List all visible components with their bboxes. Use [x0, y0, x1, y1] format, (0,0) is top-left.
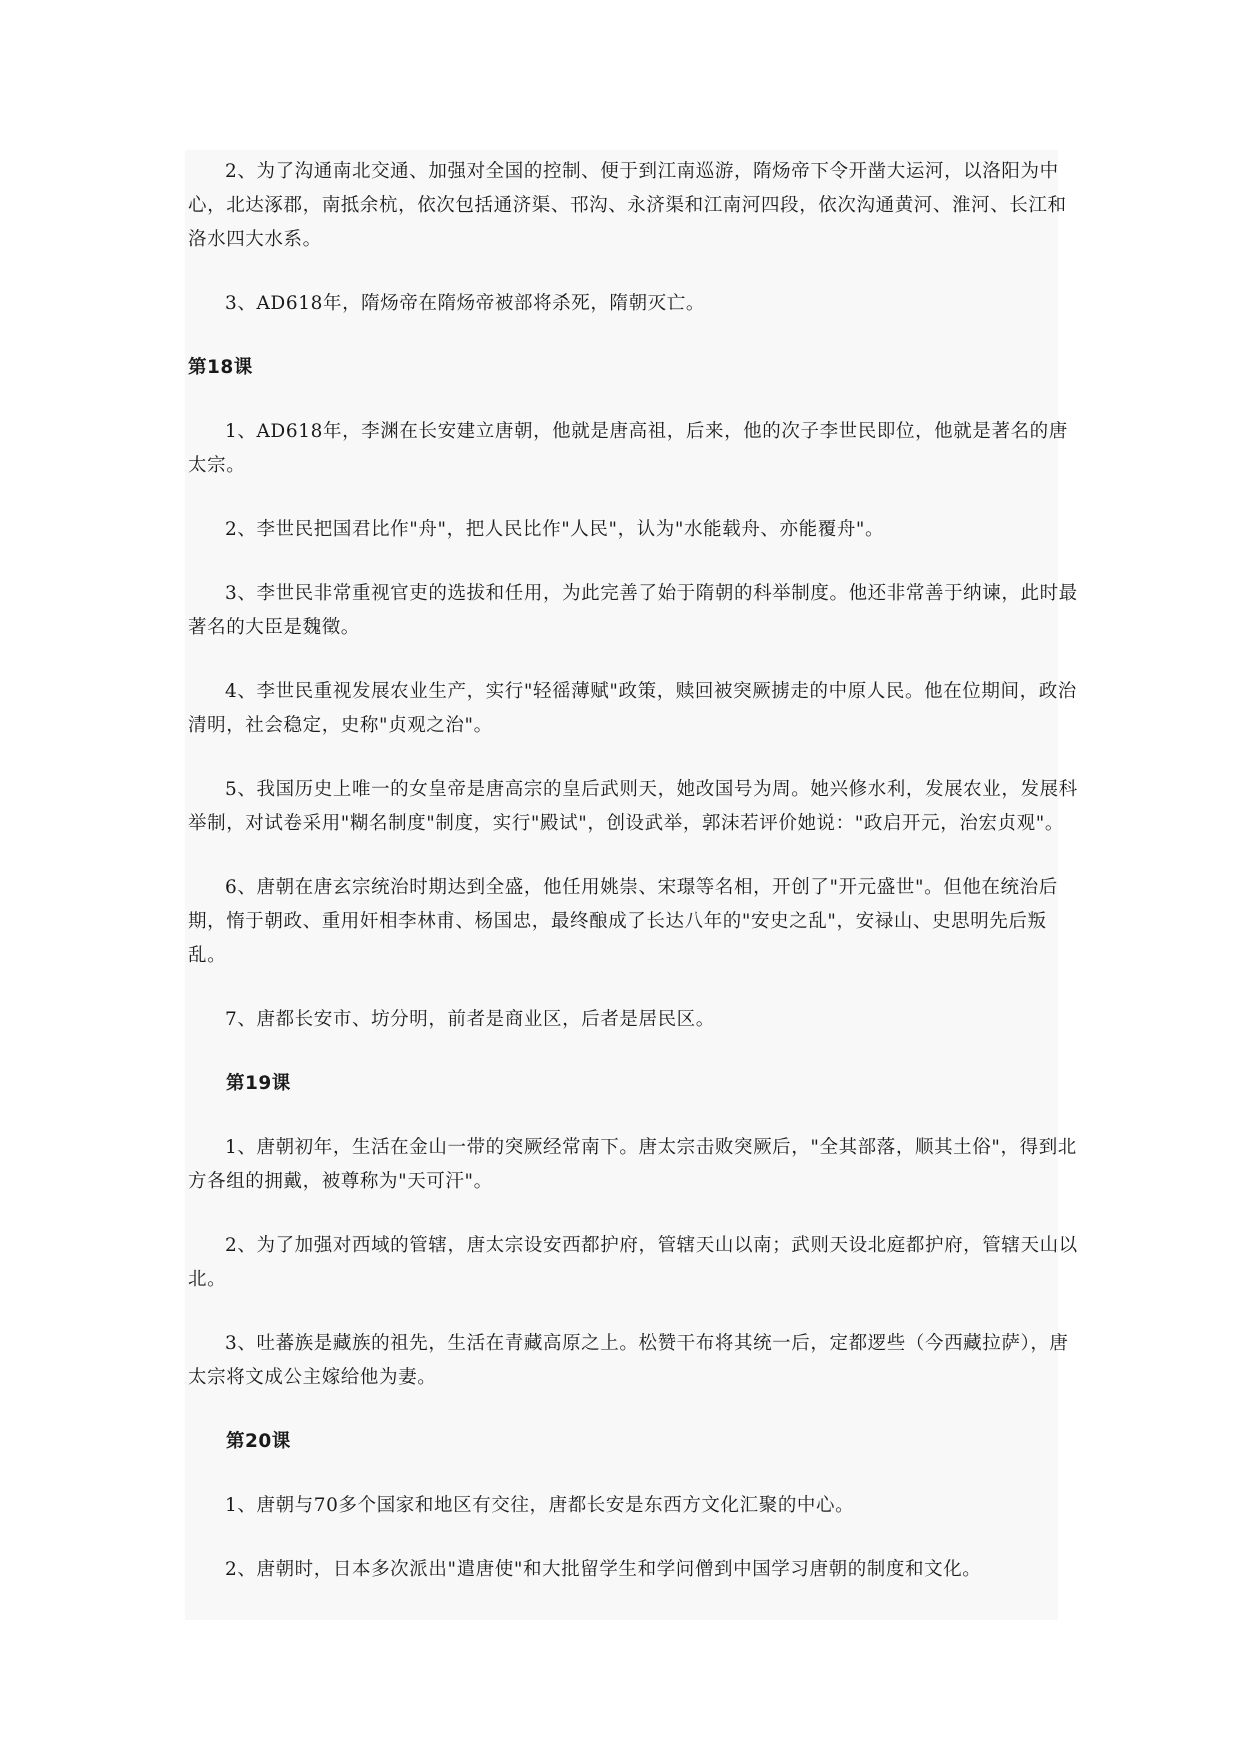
lesson-20-item: 2、唐朝时，日本多次派出"遣唐使"和大批留学生和学问僧到中国学习唐朝的制度和文化。: [225, 1559, 982, 1580]
lesson-19-item: 3、吐蕃族是藏族的祖先，生活在青藏高原之上。松赞干布将其统一后，定都逻些（今西藏拉萨），唐太宗将文成公主嫁给他为妻。: [188, 1333, 1069, 1388]
lesson-20-heading: 第20课: [226, 1431, 291, 1452]
lesson-19-item: 1、唐朝初年，生活在金山一带的突厥经常南下。唐太宗击败突厥后，"全其部落，顺其土俗"，得到北方各组的拥戴，被尊称为"天可汗"。: [188, 1137, 1077, 1192]
document-body: [188, 155, 1078, 1617]
lesson-20-item: 1、唐朝与70多个国家和地区有交往，唐都长安是东西方文化汇聚的中心。: [225, 1495, 855, 1516]
lesson-18-item: 7、唐都长安市、坊分明，前者是商业区，后者是居民区。: [225, 1009, 715, 1030]
lesson-18-item: 5、我国历史上唯一的女皇帝是唐高宗的皇后武则天，她改国号为周。她兴修水利，发展农业，发展科举制，对试卷采用"糊名制度"制度，实行"殿试"，创设武举，郭沫若评价她说："政启开元，治宏贞观"。: [188, 779, 1078, 834]
paragraph-grand-canal: 2、为了沟通南北交通、加强对全国的控制、便于到江南巡游，隋炀帝下令开凿大运河，以洛阳为中心，北达涿郡，南抵余杭，依次包括通济渠、邗沟、永济渠和江南河四段，依次沟通黄河、淮河、长江和洛水四大水系。: [188, 161, 1067, 250]
lesson-18-item: 3、李世民非常重视官吏的选拔和任用，为此完善了始于隋朝的科举制度。他还非常善于纳谏，此时最著名的大臣是魏徵。: [188, 583, 1078, 638]
lesson-18-item: 2、李世民把国君比作"舟"，把人民比作"人民"，认为"水能载舟、亦能覆舟"。: [225, 519, 885, 540]
lesson-18-item: 1、AD618年，李渊在长安建立唐朝，他就是唐高祖，后来，他的次子李世民即位，他就是著名的唐太宗。: [188, 421, 1068, 476]
lesson-19-item: 2、为了加强对西域的管辖，唐太宗设安西都护府，管辖天山以南；武则天设北庭都护府，管辖天山以北。: [188, 1235, 1078, 1290]
lesson-18-item: 6、唐朝在唐玄宗统治时期达到全盛，他任用姚崇、宋璟等名相，开创了"开元盛世"。但他在统治后期，惰于朝政、重用奸相李林甫、杨国忠，最终酿成了长达八年的"安史之乱"，安禄山、史思明先后叛乱。: [188, 877, 1058, 966]
lesson-18-heading: 第18课: [188, 357, 253, 378]
paragraph-sui-fall: 3、AD618年，隋炀帝在隋炀帝被部将杀死，隋朝灭亡。: [225, 293, 705, 314]
lesson-19-heading: 第19课: [226, 1073, 291, 1094]
lesson-18-item: 4、李世民重视发展农业生产，实行"轻徭薄赋"政策，赎回被突厥掳走的中原人民。他在位期间，政治清明，社会稳定，史称"贞观之治"。: [188, 681, 1077, 736]
